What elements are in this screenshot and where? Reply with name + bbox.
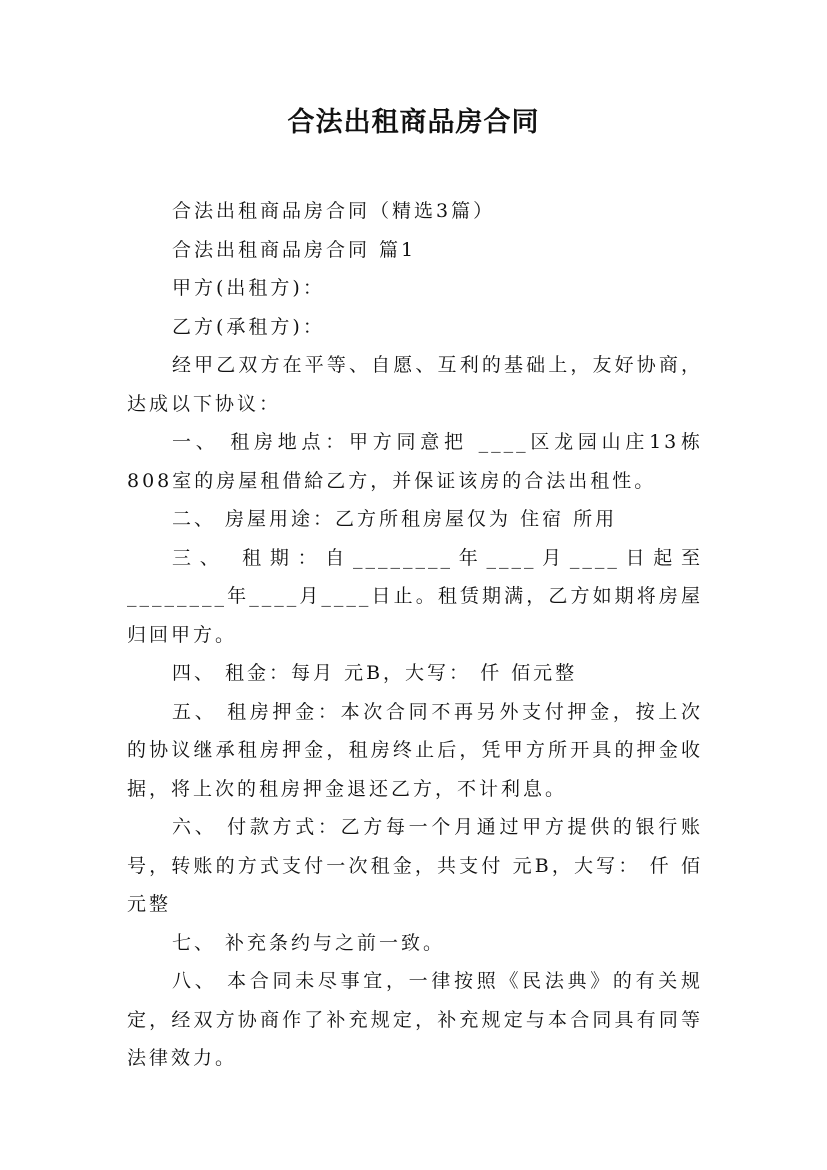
clause-8-misc: 八、 本合同未尽事宜，一律按照《民法典》的有关规定，经双方协商作了补充规定，补充规定与本合同具有同等法律效力。: [127, 970, 703, 1069]
paragraph-party-b: 乙方(承租方)：: [172, 315, 325, 338]
clause-3-term: 三、 租期：自________年____月____日起至________年____月____日止。租赁期满，乙方如期将房屋归回甲方。: [127, 546, 703, 646]
paragraph-part-heading: 合法出租商品房合同 篇1: [172, 238, 417, 261]
paragraph-preamble: 经甲乙双方在平等、自愿、互利的基础上，友好协商，达成以下协议：: [127, 354, 703, 415]
clause-6-payment: 六、 付款方式：乙方每一个月通过甲方提供的银行账号，转账的方式支付一次租金，共支付 元B，大写： 仟 佰元整: [127, 816, 703, 915]
clause-2-usage: 二、 房屋用途：乙方所租房屋仅为 住宿 所用: [172, 508, 618, 530]
clause-5-deposit: 五、 租房押金：本次合同不再另外支付押金，按上次的协议继承租房押金，租房终止后，凭甲方所开具的押金收据，将上次的租房押金退还乙方，不计利息。: [127, 700, 703, 800]
clause-7-supplement: 七、 补充条约与之前一致。: [172, 931, 446, 954]
paragraph-subtitle: 合法出租商品房合同（精选3篇）: [172, 200, 496, 222]
clause-1-location: 一、 租房地点：甲方同意把 ____区龙园山庄13栋808室的房屋租借給乙方，并保证该房的合法出租性。: [127, 431, 703, 492]
document-title: 合法出租商品房合同: [287, 107, 540, 138]
clause-4-rent: 四、 租金：每月 元B，大写： 仟 佰元整: [172, 662, 578, 684]
paragraph-party-a: 甲方(出租方)：: [172, 277, 325, 299]
document-body: [127, 192, 703, 1078]
